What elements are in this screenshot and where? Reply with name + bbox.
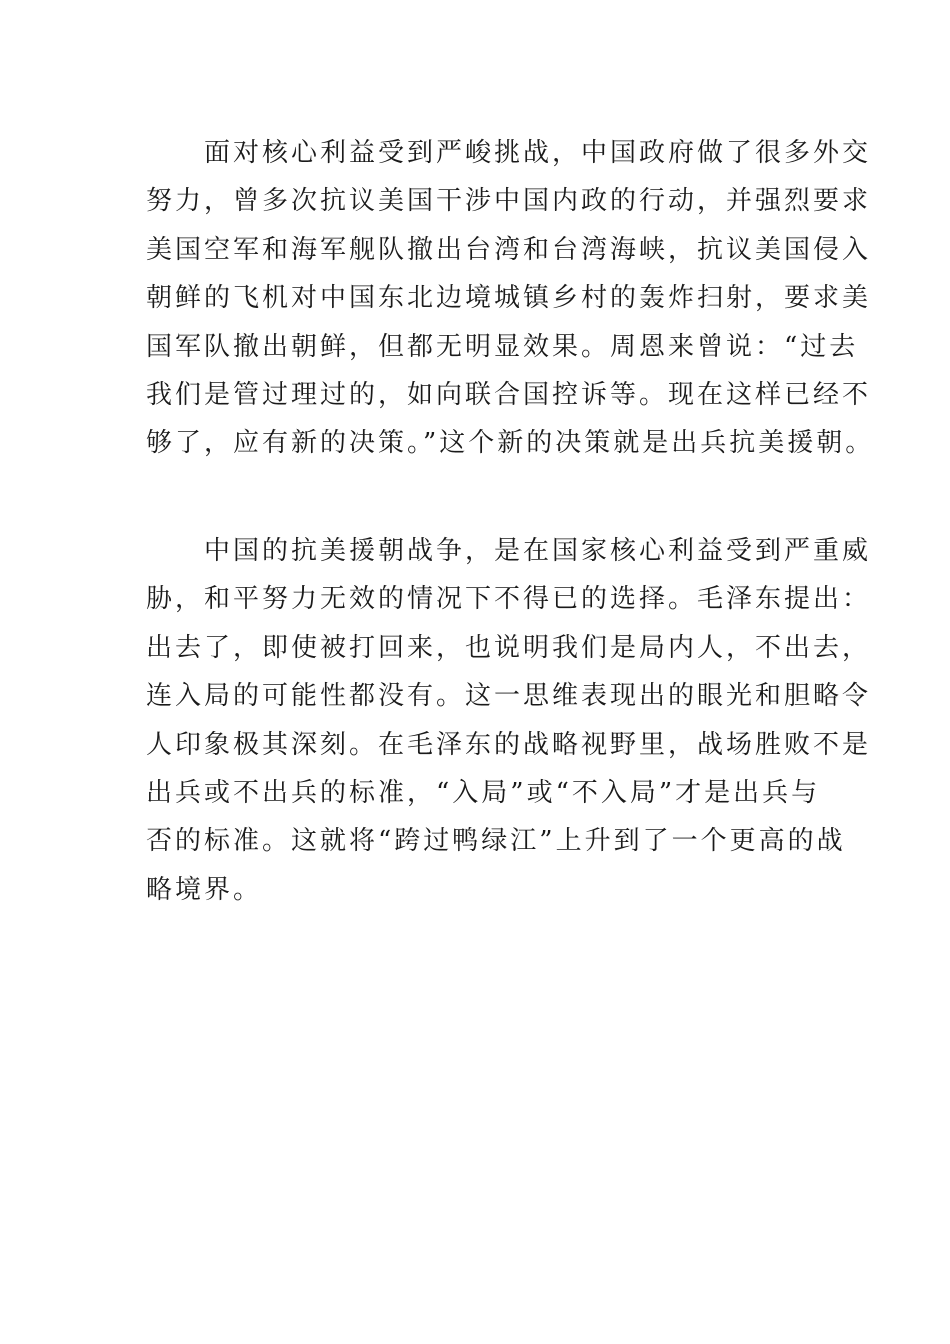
paragraph-line: 够了，应有新的决策。”这个新的决策就是出兵抗美援朝。 (146, 428, 875, 459)
paragraph-line: 中国的抗美援朝战争，是在国家核心利益受到严重威 (146, 536, 872, 566)
paragraph-line: 我们是管过理过的，如向联合国控诉等。现在这样已经不 (146, 380, 872, 411)
paragraph-line: 出兵或不出兵的标准，“入局”或“不入局”才是出兵与 (146, 778, 821, 809)
paragraph-line: 连入局的可能性都没有。这一思维表现出的眼光和胆略令 (146, 681, 872, 712)
paragraph-line: 朝鲜的飞机对中国东北边境城镇乡村的轰炸扫射，要求美 (146, 283, 872, 314)
paragraph-1 (146, 129, 875, 468)
paragraph-line: 出去了，即使被打回来，也说明我们是局内人，不出去， (146, 632, 872, 663)
paragraph-line: 人印象极其深刻。在毛泽东的战略视野里，战场胜败不是 (146, 729, 872, 760)
paragraph-line: 略境界。 (146, 874, 263, 905)
paragraph-line: 国军队撤出朝鲜，但都无明显效果。周恩来曾说：“过去 (146, 331, 859, 362)
paragraph-line: 面对核心利益受到严峻挑战，中国政府做了很多外交 (146, 138, 872, 168)
paragraph-line: 美国空军和海军舰队撤出台湾和台湾海峡，抗议美国侵入 (146, 234, 872, 265)
paragraph-line: 否的标准。这就将“跨过鸭绿江”上升到了一个更高的战 (146, 826, 846, 857)
paragraph-line: 努力，曾多次抗议美国干涉中国内政的行动，并强烈要求 (146, 186, 872, 217)
paragraph-line: 胁，和平努力无效的情况下不得已的选择。毛泽东提出： (146, 584, 872, 615)
paragraph-2 (146, 527, 872, 914)
